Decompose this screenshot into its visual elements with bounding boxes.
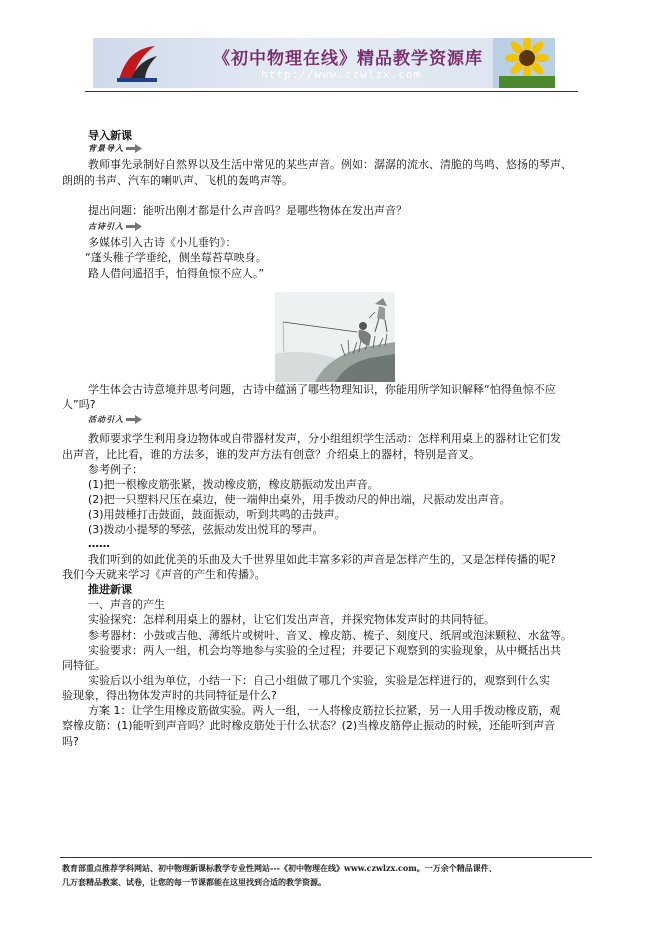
- site-logo-icon: [115, 44, 159, 84]
- tag-activity-intro: [88, 414, 142, 425]
- ellipsis: ……: [88, 537, 110, 550]
- poem-line: 路人借问遥招手，怕得鱼惊不应人。”: [88, 267, 265, 280]
- poem-line: “蓬头稚子学垂纶，侧坐莓苔草映身。: [85, 251, 267, 264]
- paragraph-line: 察橡皮筋：(1)能听到声音吗？此时橡皮筋处于什么状态？(2)当橡皮筋停止振动的时候，还能听到声音: [62, 719, 556, 732]
- paragraph-line: 实验探究：怎样利用桌上的器材，让它们发出声音，并探究物体发声时的共同特征。: [88, 613, 495, 626]
- paragraph-line: 参考器材：小鼓或吉他、薄纸片或树叶、音叉、橡皮筋、梳子、刻度尺、纸屑或泡沫颗粒、水盆等。: [88, 629, 572, 642]
- paragraph-line: 多媒体引入古诗《小儿垂钓》：: [88, 236, 237, 249]
- list-item: (1)把一根橡皮筋张紧，拨动橡皮筋，橡皮筋振动发出声音。: [88, 478, 379, 491]
- subsection-heading: 一、声音的产生: [88, 598, 165, 611]
- list-item: (2)把一只塑料尺压在桌边，使一端伸出桌外，用手拨动尺的伸出端，尺振动发出声音。: [88, 493, 511, 506]
- tag-background-intro: [88, 143, 142, 154]
- paragraph-line: 方案 1：让学生用橡皮筋做实验。两人一组，一人将橡皮筋拉长拉紧，另一人用手拨动橡皮筋，观: [88, 704, 561, 717]
- section-heading-intro: 导入新课: [88, 129, 132, 142]
- header-divider: [85, 91, 578, 92]
- paragraph-line: 我们听到的如此优美的乐曲及大千世界里如此丰富多彩的声音是怎样产生的，又是怎样传播的呢?: [88, 553, 556, 566]
- paragraph-line: 教师事先录制好自然界以及生活中常见的某些声音。例如：潺潺的流水、清脆的鸟鸣、悠扬的琴声、: [88, 158, 572, 171]
- tag-label: 背景导入: [88, 143, 124, 153]
- paragraph-line: 学生体会古诗意境并思考问题，古诗中蕴涵了哪些物理知识，你能用所学知识解释“怕得鱼惊不应: [88, 383, 556, 396]
- banner-title: 《初中物理在线》精品教学资源库: [213, 49, 483, 69]
- list-item: (3)用鼓棰打击鼓面，鼓面振动，听到共鸣的击鼓声。: [88, 508, 346, 521]
- paragraph-line: 出声音，比比看，谁的方法多，谁的发声方法有创意？介绍桌上的器材，特别是音叉。: [62, 448, 480, 461]
- header-banner: [93, 38, 555, 88]
- tag-poem-intro: [88, 221, 142, 232]
- list-item: (3)拨动小提琴的琴弦，弦振动发出悦耳的琴声。: [88, 523, 324, 536]
- arrow-right-icon: [126, 415, 142, 424]
- fishing-child-illustration: [275, 292, 395, 382]
- footer-line: 几万套精品教案、试卷，让您的每一节课都能在这里找到合适的教学资源。: [62, 877, 326, 887]
- paragraph-line: 人”吗?: [62, 398, 96, 411]
- paragraph-line: 提出问题：能听出刚才都是什么声音吗？是哪些物体在发出声音？: [88, 204, 407, 217]
- banner-url[interactable]: http://www.czwlzx.com: [261, 68, 422, 81]
- paragraph-line: 教师要求学生利用身边物体或自带器材发声，分小组组织学生活动：怎样利用桌上的器材让它们发: [88, 432, 561, 445]
- footer-line: 教育部重点推荐学科网站、初中物理新课标教学专业性网站---《初中物理在线》www.czwlzx.com。一万余个精品课件、: [62, 863, 497, 873]
- paragraph-line: 验现象，得出物体发声时的共同特征是什么?: [62, 689, 277, 702]
- tag-label: 活动引入: [88, 414, 124, 424]
- paragraph-line: 实验后以小组为单位，小结一下：自己小组做了哪几个实验，实验是怎样进行的，观察到什么实: [88, 674, 550, 687]
- paragraph-line: 同特征。: [62, 659, 106, 672]
- sunflower-icon: [493, 38, 555, 88]
- tag-label: 古诗引入: [88, 221, 124, 231]
- paragraph-line: 朗朗的书声、汽车的喇叭声、飞机的轰鸣声等。: [62, 174, 293, 187]
- paragraph-line: 我们今天就来学习《声音的产生和传播》。: [62, 568, 266, 581]
- section-heading-advance: 推进新课: [88, 583, 132, 596]
- paragraph-line: 吗?: [62, 735, 79, 748]
- paragraph-line: 参考例子：: [88, 463, 143, 476]
- arrow-right-icon: [126, 222, 142, 231]
- paragraph-line: 实验要求：两人一组，机会均等地参与实验的全过程；并要记下观察到的实验现象，从中概括出共: [88, 644, 561, 657]
- arrow-right-icon: [126, 144, 142, 153]
- footer-divider: [60, 857, 592, 858]
